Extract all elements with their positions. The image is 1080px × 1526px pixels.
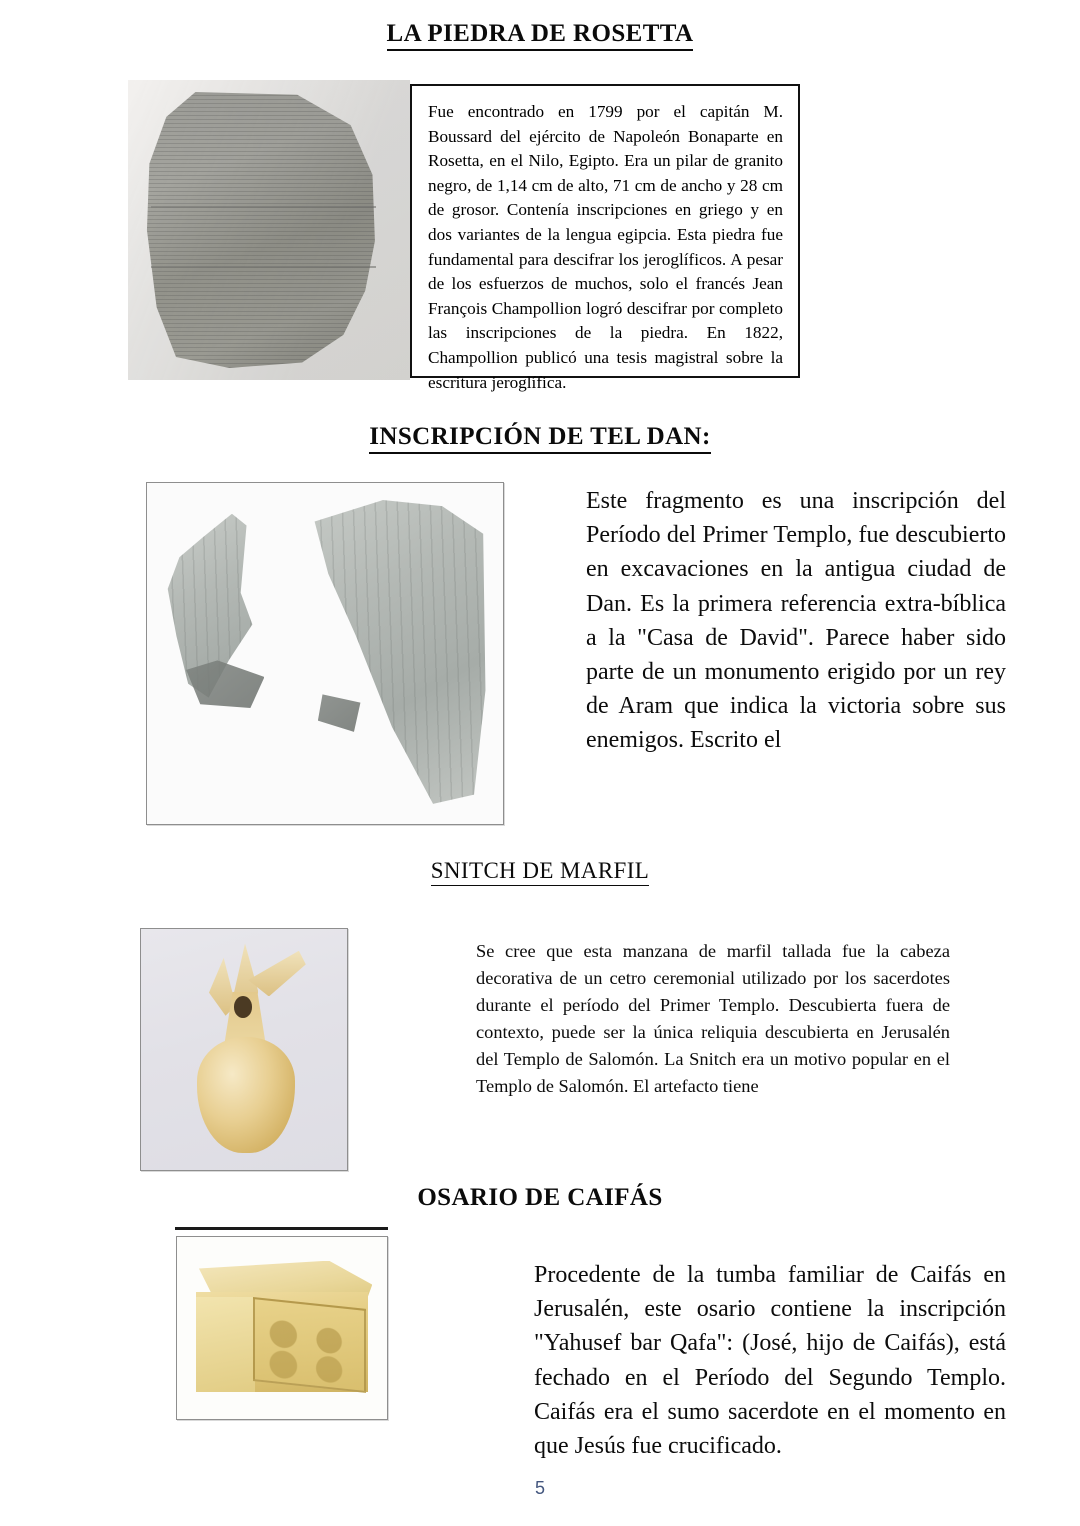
- heading-text: OSARIO DE CAIFÁS: [417, 1184, 663, 1211]
- body-text-osario-de-caifas: Procedente de la tumba familiar de Caifás en Jerusalén, este osario contiene la inscripción "Yahusef bar Qafa": (José, hijo de Caifás), está fechado en el Período del Segundo Templo. Caifás era el sumo sacerdote en el momento en que Jesús fue crucificado.: [534, 1262, 1006, 1460]
- figure-piedra-de-rosetta: [128, 80, 410, 380]
- divider-above-osario-image: [175, 1227, 388, 1230]
- page-number: 5: [534, 1478, 545, 1498]
- heading-snitch-de-marfil: [0, 858, 1080, 886]
- heading-text: SNITCH DE MARFIL: [431, 858, 650, 886]
- ossuary-side-face: [196, 1297, 255, 1392]
- ossuary-carved-rosette-panel: [253, 1297, 366, 1393]
- figure-osario-de-caifas: [176, 1236, 388, 1420]
- rosetta-band-1: [151, 206, 377, 208]
- rosetta-band-2: [151, 266, 377, 268]
- body-text-piedra-de-rosetta: Fue encontrado en 1799 por el capitán M. Boussard del ejército de Napoleón Bonaparte en Rosetta, en el Nilo, Egipto. Era un pilar de granito negro, de 1,14 cm de alto, 71 cm de ancho y 28 cm de grosor. Contenía inscripciones en griego y en dos variantes de la lengua egipcia. Esta piedra fue fundamental para descifrar los jeroglíficos. A pesar de los esfuerzos de muchos, solo el francés Jean François Champollion logró descifrar por completo las inscripciones de la piedra. En 1822, Champollion publicó una tesis magistral sobre la escritura jeroglífica.: [428, 102, 783, 392]
- figure-inscripcion-tel-dan: [146, 482, 504, 825]
- heading-inscripcion-de-tel-dan: [0, 423, 1080, 454]
- heading-text: INSCRIPCIÓN DE TEL DAN:: [369, 423, 710, 454]
- heading-la-piedra-de-rosetta: [0, 20, 1080, 51]
- body-text-inscripcion-tel-dan: Este fragmento es una inscripción del Período del Primer Templo, fue descubierto en excavaciones en la antigua ciudad de Dan. Es la primera referencia extra-bíblica a la "Casa de David". Parece haber sido parte de un monumento erigido por un rey de Aram que indica la victoria sobre sus enemigos. Escrito el: [586, 488, 1006, 754]
- heading-text: LA PIEDRA DE ROSETTA: [387, 20, 694, 51]
- body-text-snitch-de-marfil: Se cree que esta manzana de marfil tallada fue la cabeza decorativa de un cetro ceremonial utilizado por los sacerdotes durante el período del Primer Templo. Descubierta fuera de contexto, puede ser la única reliquia descubierta en Jerusalén del Templo de Salomón. La Snitch era un motivo popular en el Templo de Salomón. El artefacto tiene: [476, 941, 950, 1096]
- figure-snitch-de-marfil: [140, 928, 348, 1171]
- heading-osario-de-caifas: [0, 1184, 1080, 1212]
- textbox-piedra-de-rosetta: [410, 84, 800, 392]
